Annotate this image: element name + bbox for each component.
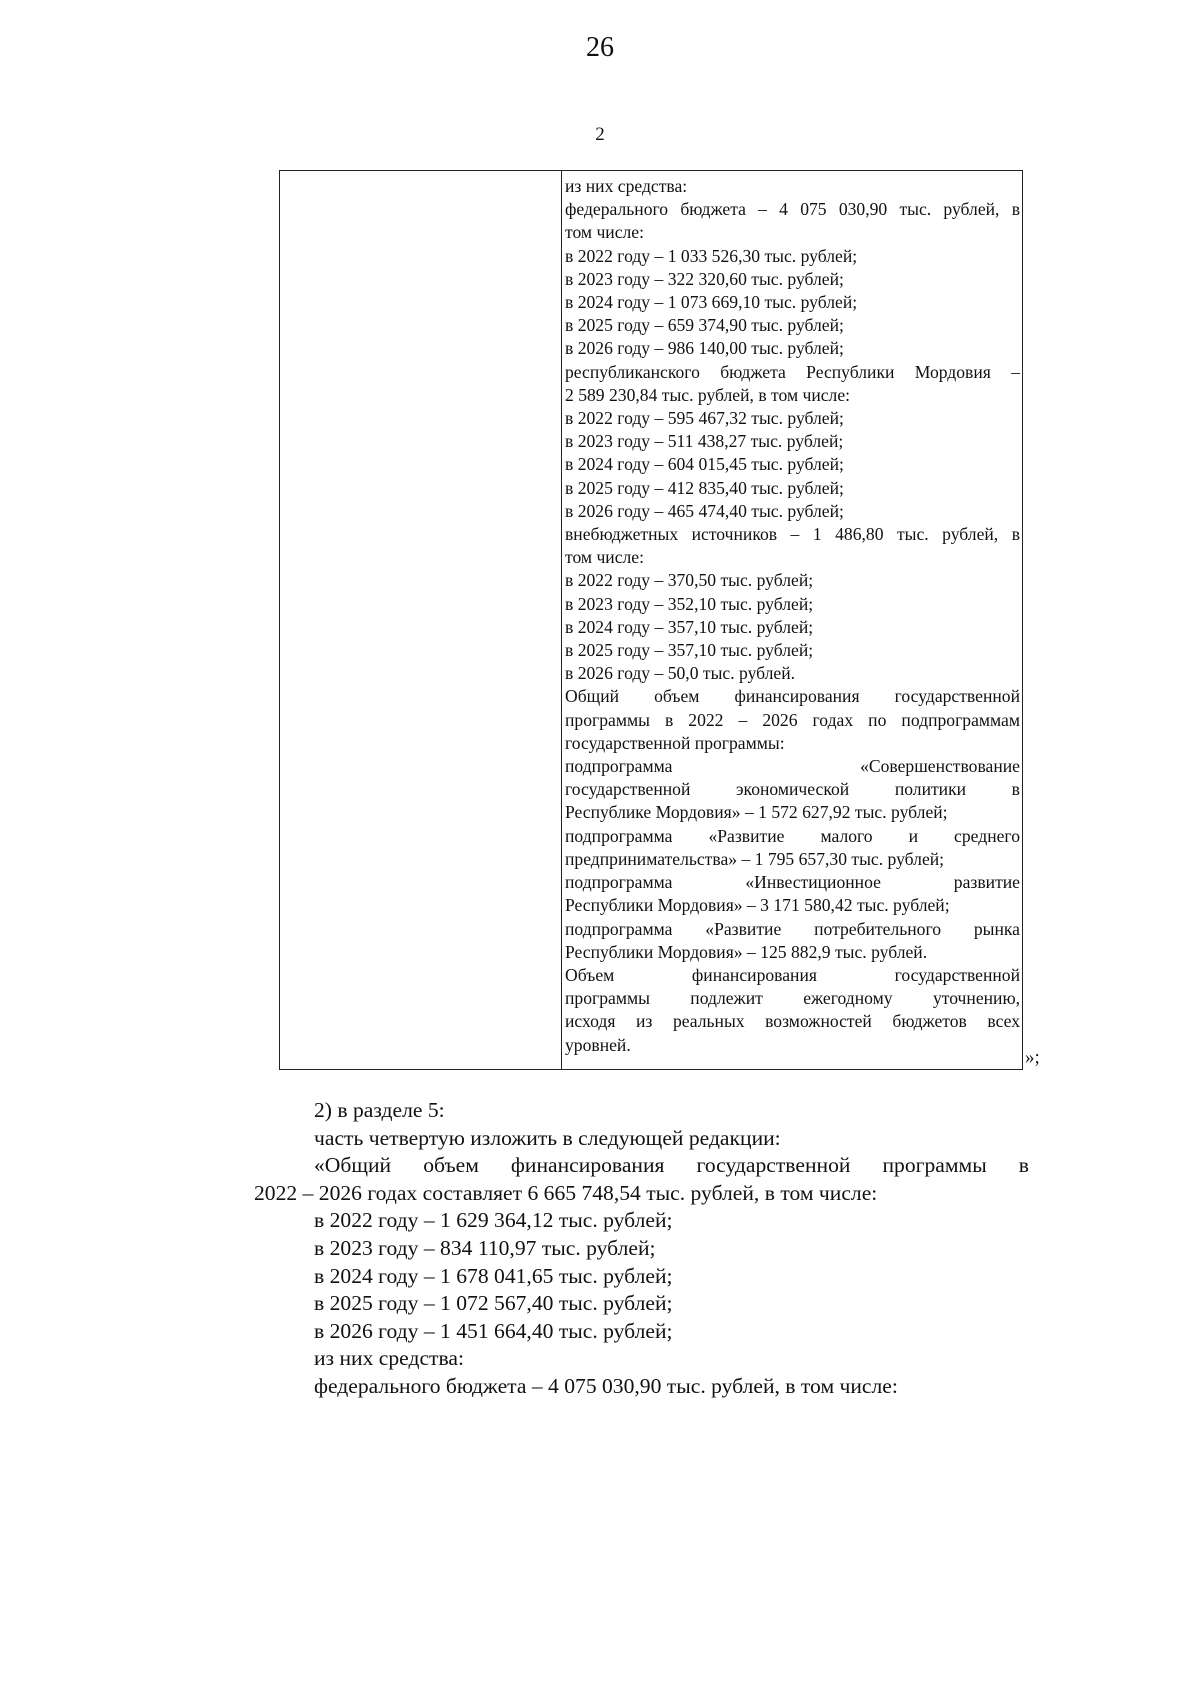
paragraph-line: часть четвертую изложить в следующей редакции: bbox=[314, 1125, 781, 1150]
table-line: в 2026 году – 50,0 тыс. рублей. bbox=[565, 663, 796, 684]
table-line: Объем финансирования государственной bbox=[565, 964, 1020, 985]
table-line: в 2025 году – 357,10 тыс. рублей; bbox=[565, 640, 814, 661]
table-line: в 2026 году – 465 474,40 тыс. рублей; bbox=[565, 500, 844, 521]
table-line: Республике Мордовия» – 1 572 627,92 тыс. рублей; bbox=[565, 802, 948, 823]
page-number: 26 bbox=[586, 32, 614, 63]
table-line: подпрограмма «Инвестиционное развитие bbox=[565, 872, 1020, 893]
table-line: в 2025 году – 412 835,40 тыс. рублей; bbox=[565, 477, 844, 498]
table-line: Республики Мордовия» – 3 171 580,42 тыс. рублей; bbox=[565, 895, 950, 916]
table-line: в 2023 году – 511 438,27 тыс. рублей; bbox=[565, 431, 844, 452]
closing-quote: »; bbox=[1025, 1047, 1040, 1068]
table-line: подпрограмма «Развитие малого и среднего bbox=[565, 825, 1020, 846]
table-right-cell bbox=[562, 171, 1022, 1069]
table-line: Общий объем финансирования государственной bbox=[565, 686, 1020, 707]
table-line: том числе: bbox=[565, 547, 644, 568]
table-line: федерального бюджета – 4 075 030,90 тыс. рублей, в bbox=[565, 199, 1020, 220]
table-line: в 2024 году – 1 073 669,10 тыс. рублей; bbox=[565, 292, 858, 313]
table-line: в 2026 году – 986 140,00 тыс. рублей; bbox=[565, 338, 844, 359]
table-line: исходя из реальных возможностей бюджетов всех bbox=[565, 1011, 1020, 1032]
paragraph-line: в 2023 году – 834 110,97 тыс. рублей; bbox=[314, 1235, 656, 1260]
table-line: из них средства: bbox=[565, 176, 688, 196]
table-line: внебюджетных источников – 1 486,80 тыс. рублей, в bbox=[565, 524, 1020, 545]
paragraph-line: 2) в разделе 5: bbox=[314, 1098, 445, 1122]
table-left-cell bbox=[280, 171, 562, 1069]
table-line: в 2022 году – 370,50 тыс. рублей; bbox=[565, 570, 814, 591]
table-line: подпрограмма «Совершенствование bbox=[565, 756, 1020, 777]
paragraph-line: 2022 – 2026 годах составляет 6 665 748,54 тыс. рублей, в том числе: bbox=[254, 1180, 878, 1205]
inner-page-number: 2 bbox=[595, 124, 605, 145]
paragraph-line: в 2022 году – 1 629 364,12 тыс. рублей; bbox=[314, 1208, 673, 1233]
table-line: государственной программы: bbox=[565, 732, 785, 753]
table-line: предпринимательства» – 1 795 657,30 тыс. рублей; bbox=[565, 848, 945, 869]
table-line: 2 589 230,84 тыс. рублей, в том числе: bbox=[565, 384, 851, 405]
passport-table bbox=[279, 170, 1023, 1070]
amendment-text bbox=[254, 1097, 1029, 1401]
paragraph-line: в 2025 году – 1 072 567,40 тыс. рублей; bbox=[314, 1291, 673, 1316]
table-line: в 2024 году – 357,10 тыс. рублей; bbox=[565, 616, 814, 637]
paragraph-line: в 2024 году – 1 678 041,65 тыс. рублей; bbox=[314, 1263, 673, 1288]
paragraph-line: федерального бюджета – 4 075 030,90 тыс. рублей, в том числе: bbox=[314, 1373, 898, 1398]
table-line: республиканского бюджета Республики Мордовия – bbox=[565, 361, 1020, 382]
table-line: в 2023 году – 322 320,60 тыс. рублей; bbox=[565, 268, 844, 289]
table-line: том числе: bbox=[565, 222, 644, 243]
table-line: подпрограмма «Развитие потребительного рынка bbox=[565, 918, 1020, 939]
table-line: государственной экономической политики в bbox=[565, 779, 1020, 800]
paragraph-line: «Общий объем финансирования государственной программы в bbox=[314, 1153, 1029, 1178]
table-line: в 2023 году – 352,10 тыс. рублей; bbox=[565, 593, 814, 614]
table-line: в 2025 году – 659 374,90 тыс. рублей; bbox=[565, 315, 844, 336]
table-line: программы в 2022 – 2026 годах по подпрограммам bbox=[565, 709, 1020, 730]
table-line: в 2024 году – 604 015,45 тыс. рублей; bbox=[565, 454, 844, 475]
table-line: Республики Мордовия» – 125 882,9 тыс. рублей. bbox=[565, 941, 928, 962]
table-line: программы подлежит ежегодному уточнению, bbox=[565, 988, 1020, 1009]
paragraph-line: из них средства: bbox=[314, 1346, 464, 1371]
table-line: в 2022 году – 1 033 526,30 тыс. рублей; bbox=[565, 245, 858, 266]
paragraph-line: в 2026 году – 1 451 664,40 тыс. рублей; bbox=[314, 1318, 673, 1343]
table-line: уровней. bbox=[565, 1034, 631, 1055]
table-line: в 2022 году – 595 467,32 тыс. рублей; bbox=[565, 408, 844, 429]
